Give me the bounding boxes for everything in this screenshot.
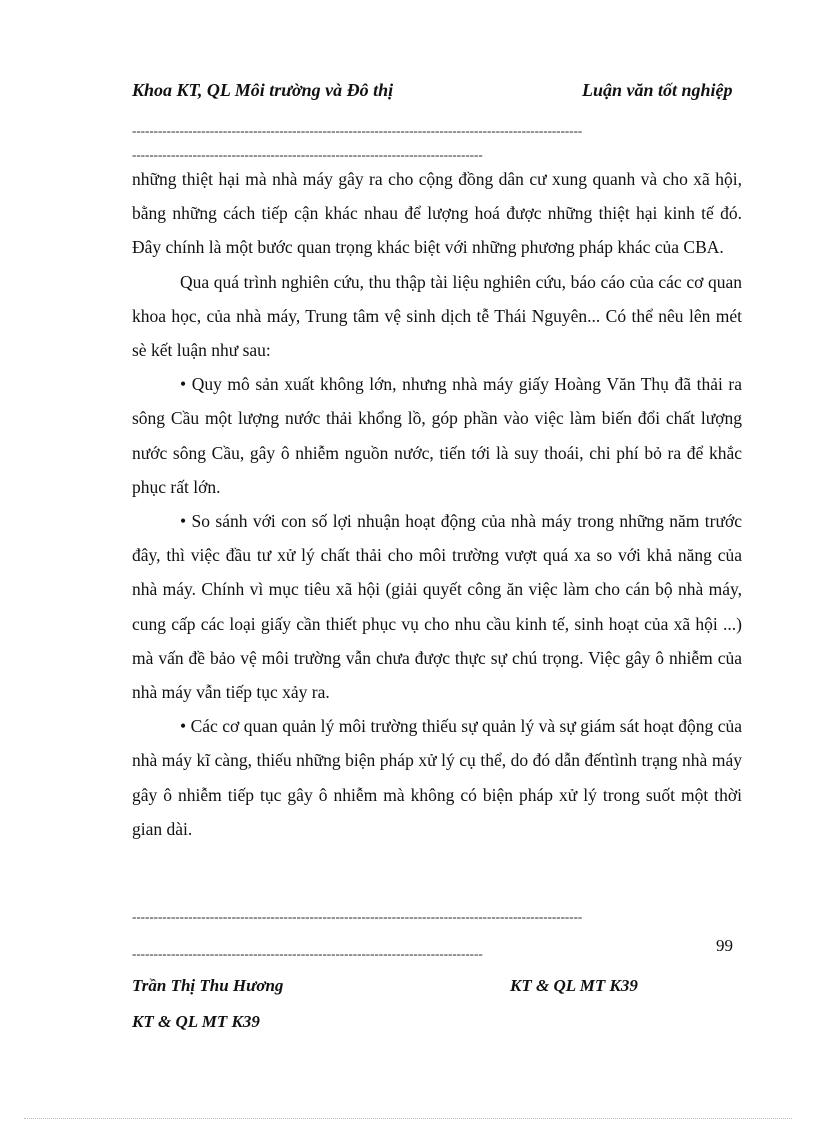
footer-rule-long: -------------------------------------------------------------------------------------------------------- [132, 910, 583, 924]
paragraph-2: Qua quá trình nghiên cứu, thu thập tài liệu nghiên cứu, báo cáo của các cơ quan khoa học, của nhà máy, Trung tâm vệ sinh dịch tễ Thái Nguyên... Có thể nêu lên mét sè kết luận như sau: [132, 271, 742, 361]
paragraph-1: những thiệt hại mà nhà máy gây ra cho cộng đồng dân cư xung quanh và cho xã hội, bằng những cách tiếp cận khác nhau để lượng hoá được những thiệt hại kinh tế đó. Đây chính là một bước quan trọng khác biệt với những phương pháp khác của CBA. [132, 169, 742, 258]
page-bottom-dotted-border [24, 1118, 792, 1120]
header-thesis-label: Luận văn tốt nghiệp [582, 80, 733, 100]
footer-author: Trần Thị Thu Hương [132, 976, 284, 995]
page-number: 99 [716, 936, 733, 955]
header-rule-long: -------------------------------------------------------------------------------------------------------- [132, 124, 583, 138]
bullet-paragraph-2: • So sánh với con số lợi nhuận hoạt động của nhà máy trong những năm trước đây, thì việc đầu tư xử lý chất thải cho môi trường vượt quá xa so với khả năng của nhà máy. Chính vì mục tiêu xã hội (giải quyết công ăn việc làm cho cán bộ nhà máy, cung cấp các loại giấy cần thiết phục vụ cho nhu cầu kinh tế, sinh hoạt của xã hội ...) mà vấn đề bảo vệ môi trường vẫn chưa được thực sự chú trọng. Việc gây ô nhiễm của nhà máy vẫn tiếp tục xảy ra. [132, 511, 742, 703]
header-rule-short: --------------------------------------------------------------------------------- [132, 148, 483, 162]
bullet-paragraph-3: • Các cơ quan quản lý môi trường thiếu sự quản lý và sự giám sát hoạt động của nhà máy kĩ càng, thiếu những biện pháp xử lý cụ thể, do đó dẫn đếntình trạng nhà máy gây ô nhiễm tiếp tục gây ô nhiễm mà không có biện pháp xử lý trong suốt một thời gian dài. [132, 716, 742, 839]
body-text [132, 162, 742, 846]
footer-class-left: KT & QL MT K39 [132, 1012, 260, 1031]
footer-rule-short: --------------------------------------------------------------------------------- [132, 947, 483, 961]
bullet-paragraph-1: • Quy mô sản xuất không lớn, nhưng nhà máy giấy Hoàng Văn Thụ đã thải ra sông Cầu một lượng nước thải khổng lồ, góp phần vào việc làm biến đổi chất lượng nước sông Cầu, gây ô nhiễm nguồn nước, tiến tới là suy thoái, chi phí bỏ ra để khắc phục rất lớn. [132, 374, 742, 497]
header-faculty: Khoa KT, QL Môi trường và Đô thị [132, 80, 394, 100]
footer-class-right: KT & QL MT K39 [510, 976, 638, 995]
